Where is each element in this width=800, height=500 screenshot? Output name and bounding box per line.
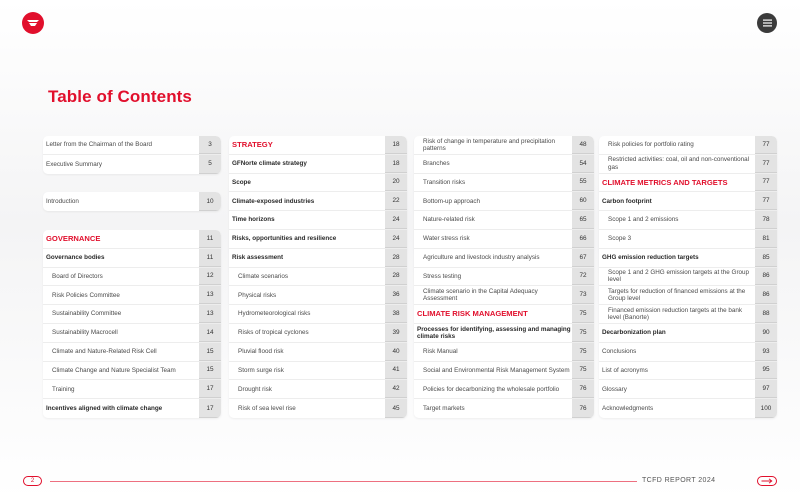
toc-entry-page: 38 — [385, 305, 407, 323]
toc-entry-label: Branches — [423, 160, 450, 168]
toc-entry-label: Financed emission reduction targets at the bank level (Banorte) — [608, 306, 743, 322]
toc-entry-label: Pluvial flood risk — [238, 348, 284, 356]
toc-entry[interactable] — [43, 362, 221, 381]
toc-entry-label: Physical risks — [238, 291, 277, 299]
toc-entry-page: 28 — [385, 268, 407, 286]
toc-entry[interactable] — [414, 136, 594, 155]
toc-entry-page: 11 — [199, 230, 221, 248]
toc-entry-page: 66 — [572, 230, 594, 248]
toc-entry-label: Climate and Nature-Related Risk Cell — [52, 348, 157, 356]
toc-entry[interactable] — [229, 192, 407, 211]
toc-entry[interactable] — [599, 343, 777, 362]
toc-entry-page: 28 — [385, 249, 407, 267]
toc-entry-label: Climate Change and Nature Specialist Team — [52, 366, 176, 374]
toc-entry-label: Sustainability Committee — [52, 310, 122, 318]
toc-entry-page: 13 — [199, 286, 221, 304]
toc-entry-label: Climate scenarios — [238, 272, 289, 280]
toc-entry-label: Restricted activities: coal, oil and non-conventional gas — [608, 156, 750, 171]
page-title: Table of Contents — [48, 87, 192, 106]
toc-entry-label: GFNorte climate strategy — [232, 160, 307, 168]
toc-entry-page: 15 — [199, 362, 221, 380]
toc-entry-label: Risk Manual — [423, 348, 458, 356]
toc-entry-page: 41 — [385, 362, 407, 380]
toc-entry[interactable] — [43, 399, 221, 418]
toc-entry-label: Risk of change in temperature and precipitation patterns — [423, 137, 555, 152]
toc-entry[interactable] — [414, 286, 594, 305]
toc-entry-label: CLIMATE RISK MANAGEMENT — [417, 309, 528, 319]
toc-entry-page: 85 — [755, 249, 777, 267]
toc-entry-label: Executive Summary — [46, 160, 102, 168]
toc-entry[interactable] — [599, 362, 777, 381]
toc-entry-label: STRATEGY — [232, 140, 273, 150]
toc-entry-page: 13 — [199, 305, 221, 323]
toc-entry[interactable] — [414, 305, 594, 324]
toc-entry[interactable] — [229, 230, 407, 249]
toc-entry-label: Glossary — [602, 385, 627, 393]
toc-entry-label: Letter from the Chairman of the Board — [46, 141, 153, 149]
toc-entry[interactable] — [414, 399, 594, 418]
toc-entry[interactable] — [43, 136, 221, 155]
toc-entry[interactable] — [229, 324, 407, 343]
toc-entry-label: Risk Policies Committee — [52, 291, 120, 299]
toc-entry-page: 97 — [755, 380, 777, 398]
toc-entry-label: Agriculture and livestock industry analysis — [423, 254, 540, 262]
toc-entry-page: 77 — [755, 192, 777, 210]
toc-entry-page: 86 — [755, 286, 777, 304]
toc-entry-page: 24 — [385, 211, 407, 229]
toc-entry[interactable] — [229, 343, 407, 362]
toc-entry-label: Sustainability Macrocell — [52, 329, 118, 337]
toc-entry-label: Risks, opportunities and resilience — [232, 235, 337, 243]
toc-entry[interactable] — [599, 174, 777, 193]
toc-group-gap — [43, 211, 221, 230]
toc-entry-page: 10 — [199, 192, 221, 211]
toc-entry[interactable] — [43, 268, 221, 287]
toc-entry-page: 88 — [755, 305, 777, 323]
toc-entry-label: Conclusions — [602, 348, 637, 356]
toc-entry[interactable] — [229, 249, 407, 268]
arrow-right-icon[interactable] — [757, 476, 777, 486]
toc-group — [43, 192, 221, 211]
toc-entry-page: 76 — [572, 399, 594, 418]
toc-entry-label: Drought risk — [238, 385, 272, 393]
toc-entry[interactable] — [43, 249, 221, 268]
toc-entry[interactable] — [414, 211, 594, 230]
toc-entry-label: Climate scenario in the Capital Adequacy Assessment — [423, 288, 538, 303]
toc-entry[interactable] — [43, 286, 221, 305]
toc-entry[interactable] — [599, 249, 777, 268]
toc-entry[interactable] — [43, 324, 221, 343]
toc-entry[interactable] — [599, 136, 777, 155]
banorte-logo-icon — [22, 12, 44, 34]
toc-entry-label: GHG emission reduction targets — [602, 254, 699, 262]
toc-entry[interactable] — [414, 380, 594, 399]
toc-entry-page: 75 — [572, 362, 594, 380]
toc-entry-label: GOVERNANCE — [46, 234, 101, 244]
toc-entry-label: Board of Directors — [52, 272, 103, 280]
toc-entry-page: 22 — [385, 192, 407, 210]
toc-entry[interactable] — [43, 305, 221, 324]
toc-entry[interactable] — [43, 155, 221, 174]
toc-entry-page: 60 — [572, 192, 594, 210]
toc-entry[interactable] — [414, 343, 594, 362]
toc-entry-page: 18 — [385, 155, 407, 173]
toc-entry-label: Governance bodies — [46, 254, 105, 262]
toc-entry-page: 55 — [572, 174, 594, 192]
toc-entry-label: Introduction — [46, 198, 79, 206]
toc-entry-page: 48 — [572, 136, 594, 154]
toc-entry-page: 100 — [755, 399, 777, 418]
toc-entry[interactable] — [414, 362, 594, 381]
footer-divider — [50, 481, 637, 482]
toc-entry[interactable] — [229, 286, 407, 305]
toc-entry-label: Policies for decarbonizing the wholesale portfolio — [423, 385, 560, 393]
toc-entry-page: 54 — [572, 155, 594, 173]
toc-entry-page: 72 — [572, 268, 594, 286]
toc-entry-page: 86 — [755, 268, 777, 286]
toc-entry[interactable] — [599, 305, 777, 324]
toc-entry[interactable] — [43, 380, 221, 399]
toc-entry-page: 78 — [755, 211, 777, 229]
toc-entry[interactable] — [229, 268, 407, 287]
toc-entry[interactable] — [229, 211, 407, 230]
toc-group — [43, 136, 221, 174]
toc-entry[interactable] — [43, 192, 221, 211]
toc-entry-label: Scope 1 and 2 emissions — [608, 216, 679, 224]
toc-group-gap — [43, 174, 221, 193]
page-number: 2 — [23, 476, 42, 486]
toc-entry-label: Processes for identifying, assessing and managing climate risks — [417, 325, 571, 340]
toc-entry-page: 5 — [199, 155, 221, 174]
toc-entry-label: Stress testing — [423, 272, 462, 280]
toc-entry-page: 67 — [572, 249, 594, 267]
toc-entry-page: 40 — [385, 343, 407, 361]
toc-entry-page: 76 — [572, 380, 594, 398]
toc-entry-page: 81 — [755, 230, 777, 248]
toc-entry-label: Decarbonization plan — [602, 329, 666, 337]
toc-entry-label: Carbon footprint — [602, 197, 652, 205]
toc-entry[interactable] — [414, 230, 594, 249]
report-name: TCFD REPORT 2024 — [642, 477, 716, 484]
toc-entry[interactable] — [599, 268, 777, 287]
toc-entry-page: 77 — [755, 136, 777, 154]
toc-entry-page: 17 — [199, 399, 221, 418]
toc-entry-label: Scope 3 — [608, 235, 632, 243]
toc-entry-page: 42 — [385, 380, 407, 398]
toc-entry[interactable] — [229, 399, 407, 418]
toc-entry-label: Incentives aligned with climate change — [46, 404, 163, 412]
toc-entry-label: Training — [52, 385, 75, 393]
toc-entry-page: 18 — [385, 136, 407, 154]
toc-group — [414, 136, 594, 418]
toc-entry-page: 14 — [199, 324, 221, 342]
toc-entry-page: 3 — [199, 136, 221, 154]
toc-entry[interactable] — [599, 230, 777, 249]
toc-entry-page: 93 — [755, 343, 777, 361]
toc-entry-label: Bottom-up approach — [423, 197, 481, 205]
toc-entry[interactable] — [229, 136, 407, 155]
toc-entry-label: Risk assessment — [232, 254, 284, 262]
toc-entry-page: 75 — [572, 343, 594, 361]
toc-entry[interactable] — [414, 174, 594, 193]
toc-entry-label: Risks of tropical cyclones — [238, 329, 309, 337]
hamburger-menu-icon[interactable] — [757, 13, 777, 33]
toc-entry-label: Risk of sea level rise — [238, 404, 296, 412]
toc-entry-label: Hydrometeorological risks — [238, 310, 311, 318]
toc-entry-label: CLIMATE METRICS AND TARGETS — [602, 177, 728, 187]
toc-entry-page: 65 — [572, 211, 594, 229]
toc-entry-page: 77 — [755, 174, 777, 192]
toc-column-2 — [229, 136, 407, 418]
toc-entry-label: Climate-exposed industries — [232, 197, 315, 205]
toc-entry-page: 15 — [199, 343, 221, 361]
toc-entry[interactable] — [414, 155, 594, 174]
toc-entry-page: 90 — [755, 324, 777, 342]
toc-entry-label: Water stress risk — [423, 235, 470, 243]
toc-entry[interactable] — [599, 192, 777, 211]
toc-entry-label: Targets for reduction of financed emissions at the Group level — [608, 288, 746, 303]
toc-entry[interactable] — [43, 230, 221, 249]
toc-entry-page: 39 — [385, 324, 407, 342]
toc-entry-page: 12 — [199, 268, 221, 286]
toc-entry-page: 75 — [572, 324, 594, 342]
toc-entry[interactable] — [229, 380, 407, 399]
toc-entry[interactable] — [599, 211, 777, 230]
toc-entry-page: 77 — [755, 155, 777, 173]
toc-entry[interactable] — [599, 380, 777, 399]
toc-column-3 — [414, 136, 594, 418]
toc-entry-label: Scope — [232, 178, 251, 186]
toc-entry-label: Acknowledgments — [602, 404, 654, 412]
toc-entry-page: 36 — [385, 286, 407, 304]
toc-entry-label: Nature-related risk — [423, 216, 475, 224]
toc-entry[interactable] — [414, 249, 594, 268]
toc-entry[interactable] — [599, 399, 777, 418]
toc-entry[interactable] — [414, 324, 594, 343]
toc-entry-label: Time horizons — [232, 216, 275, 224]
toc-entry-page: 20 — [385, 174, 407, 192]
toc-entry-page: 95 — [755, 362, 777, 380]
toc-entry-page: 75 — [572, 305, 594, 323]
toc-entry-label: Social and Environmental Risk Management System — [423, 366, 570, 374]
toc-entry[interactable] — [414, 192, 594, 211]
toc-entry[interactable] — [229, 305, 407, 324]
toc-entry-page: 45 — [385, 399, 407, 418]
toc-entry-page: 17 — [199, 380, 221, 398]
toc-column-4 — [599, 136, 777, 418]
toc-entry-label: List of acronyms — [602, 366, 648, 374]
toc-entry-label: Transition risks — [423, 178, 466, 186]
toc-entry[interactable] — [229, 362, 407, 381]
toc-group — [229, 136, 407, 418]
toc-column-1 — [43, 136, 221, 418]
toc-group — [599, 136, 777, 418]
toc-entry-label: Risk policies for portfolio rating — [608, 141, 694, 149]
toc-entry-label: Storm surge risk — [238, 366, 284, 374]
toc-entry-page: 11 — [199, 249, 221, 267]
toc-entry[interactable] — [229, 174, 407, 193]
toc-entry[interactable] — [599, 286, 777, 305]
toc-entry[interactable] — [599, 155, 777, 174]
toc-entry-label: Scope 1 and 2 GHG emission targets at the Group level — [608, 269, 750, 284]
toc-group — [43, 230, 221, 418]
toc-entry-page: 24 — [385, 230, 407, 248]
toc-entry[interactable] — [43, 343, 221, 362]
toc-entry[interactable] — [414, 268, 594, 287]
toc-entry[interactable] — [229, 155, 407, 174]
toc-entry-label: Target markets — [423, 404, 465, 412]
toc-entry[interactable] — [599, 324, 777, 343]
toc-entry-page: 73 — [572, 286, 594, 304]
